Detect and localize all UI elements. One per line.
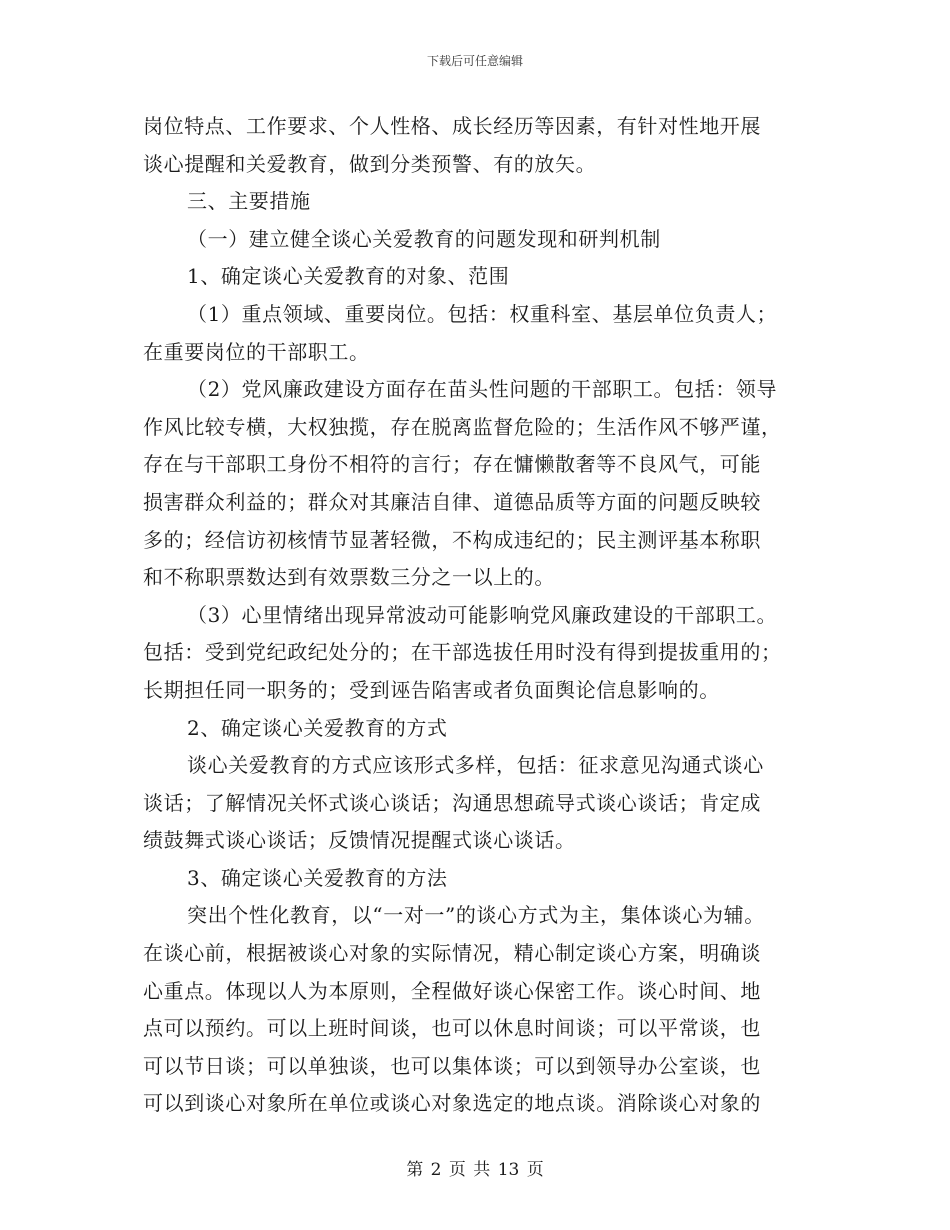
text-line: 三、主要措施 <box>187 189 311 214</box>
page-footer: 第 2 页 共 13 页 <box>406 1160 544 1180</box>
text-line: （1）重点领域、重要岗位。包括：权重科室、基层单位负责人； <box>187 301 778 326</box>
text-line: 心重点。体现以人为本原则，全程做好谈心保密工作。谈心时间、地 <box>143 978 761 1003</box>
text-line: 2、确定谈心关爱教育的方式 <box>187 715 448 740</box>
text-line: 包括：受到党纪政纪处分的；在干部选拔任用时没有得到提拔重用的； <box>143 640 782 665</box>
text-line: 可以节日谈；可以单独谈，也可以集体谈；可以到领导办公室谈，也 <box>143 1053 761 1078</box>
text-line: （2）党风廉政建设方面存在苗头性问题的干部职工。包括：领导 <box>187 377 778 402</box>
text-line: 多的；经信访初核情节显著轻微，不构成违纪的；民主测评基本称职 <box>143 527 761 552</box>
text-line: 在重要岗位的干部职工。 <box>143 339 370 364</box>
text-line: 存在与干部职工身份不相符的言行；存在慵懒散奢等不良风气，可能 <box>143 452 761 477</box>
text-line: 3、确定谈心关爱教育的方法 <box>187 865 448 890</box>
text-line: 长期担任同一职务的；受到诬告陷害或者负面舆论信息影响的。 <box>143 677 720 702</box>
text-line: 谈心关爱教育的方式应该形式多样，包括：征求意见沟通式谈心 <box>187 753 764 778</box>
text-line: 点可以预约。可以上班时间谈，也可以休息时间谈；可以平常谈，也 <box>143 1016 761 1041</box>
text-line: （3）心里情绪出现异常波动可能影响党风廉政建设的干部职工。 <box>187 602 778 627</box>
document-body <box>143 108 813 1123</box>
text-line: 1、确定谈心关爱教育的对象、范围 <box>187 264 510 289</box>
page-header: 下载后可任意编辑 <box>426 54 523 68</box>
text-line: 和不称职票数达到有效票数三分之一以上的。 <box>143 565 555 590</box>
text-line: 谈话；了解情况关怀式谈心谈话；沟通思想疏导式谈心谈话；肯定成 <box>143 790 761 815</box>
text-line: 可以到谈心对象所在单位或谈心对象选定的地点谈。消除谈心对象的 <box>143 1091 761 1116</box>
text-line: 岗位特点、工作要求、个人性格、成长经历等因素，有针对性地开展 <box>143 114 761 138</box>
text-line: 绩鼓舞式谈心谈话；反馈情况提醒式谈心谈话。 <box>143 828 576 853</box>
text-line: 突出个性化教育，以“一对一”的谈心方式为主，集体谈心为辅。 <box>187 903 765 928</box>
text-line: 作风比较专横，大权独揽，存在脱离监督危险的；生活作风不够严谨， <box>143 414 782 439</box>
text-line: （一）建立健全谈心关爱教育的问题发现和研判机制 <box>187 226 661 251</box>
text-line: 在谈心前，根据被谈心对象的实际情况，精心制定谈心方案，明确谈 <box>143 941 761 966</box>
text-line: 谈心提醒和关爱教育，做到分类预警、有的放矢。 <box>143 151 597 176</box>
text-line: 损害群众利益的；群众对其廉洁自律、道德品质等方面的问题反映较 <box>143 489 761 514</box>
